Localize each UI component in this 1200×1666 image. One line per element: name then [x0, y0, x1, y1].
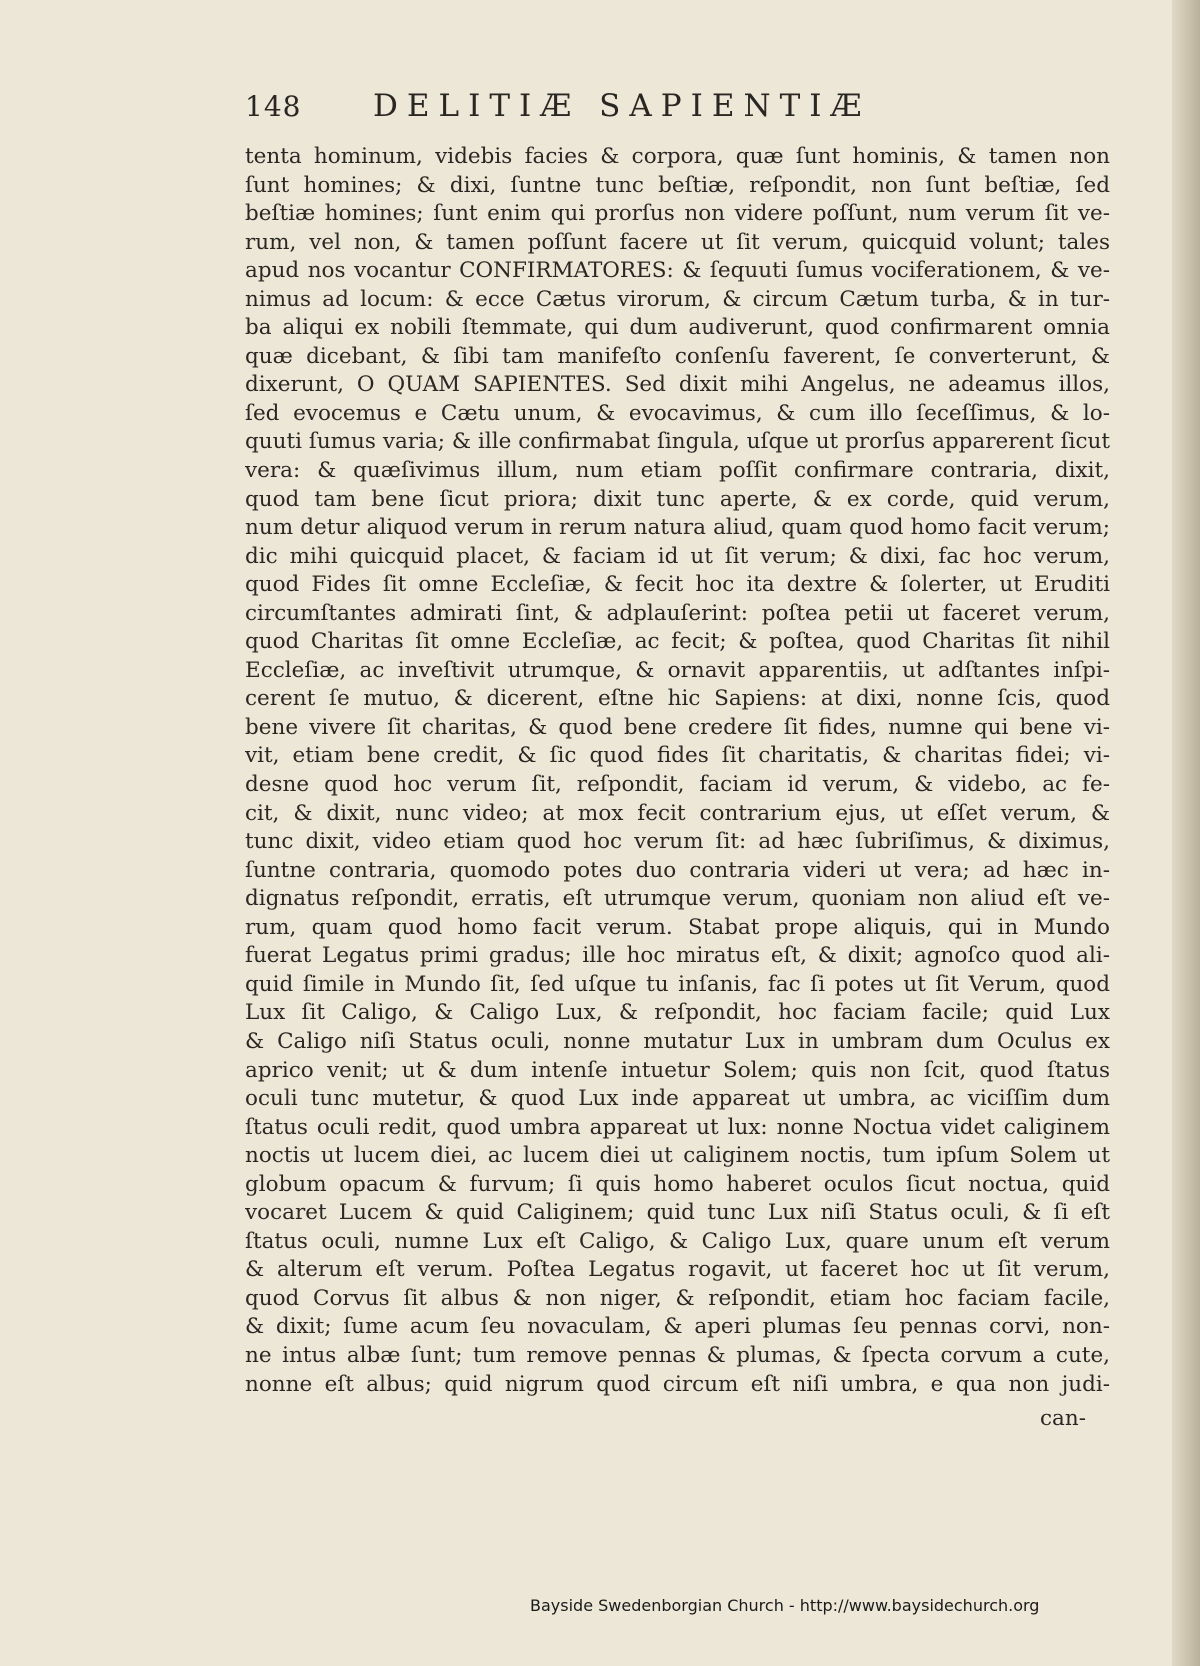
page-edge	[1172, 0, 1200, 1666]
body-text	[245, 143, 1110, 1399]
text-line: quod Corvus ſit albus & non niger, & reſpondit, etiam hoc faciam facile,	[245, 1285, 1110, 1311]
text-line: apud nos vocantur CONFIRMATORES: & ſequuti ſumus vociferationem, & ve-	[245, 258, 1110, 284]
text-line: ſunt homines; & dixi, ſuntne tunc beſtiæ, reſpondit, non ſunt beſtiæ, ſed	[245, 172, 1110, 198]
text-line: quod Fides ſit omne Eccleſiæ, & fecit hoc ita dextre & ſolerter, ut Eruditi	[245, 572, 1110, 598]
text-line: num detur aliquod verum in rerum natura aliud, quam quod homo facit verum;	[245, 515, 1110, 541]
footer-credit: Bayside Swedenborgian Church - http://www.baysidechurch.org	[530, 1596, 1040, 1615]
text-line: quod Charitas ſit omne Eccleſiæ, ac fecit; & poſtea, quod Charitas ſit nihil	[245, 629, 1110, 655]
text-line: cit, & dixit, nunc video; at mox fecit contrarium ejus, ut eſſet verum, &	[245, 800, 1110, 826]
text-line: beſtiæ homines; ſunt enim qui prorſus non videre poſſunt, num verum ſit ve-	[245, 201, 1110, 227]
text-line: rum, vel non, & tamen poſſunt facere ut ſit verum, quicquid volunt; tales	[245, 229, 1110, 255]
text-line: ſtatus oculi, numne Lux eſt Caligo, & Caligo Lux, quare unum eſt verum	[245, 1228, 1110, 1254]
text-line: vera: & quæſivimus illum, num etiam poſſit confirmare contraria, dixit,	[245, 458, 1110, 484]
text-line: quod tam bene ſicut priora; dixit tunc aperte, & ex corde, quid verum,	[245, 486, 1110, 512]
text-line: fuerat Legatus primi gradus; ille hoc miratus eſt, & dixit; agnoſco quod ali-	[245, 943, 1110, 969]
text-line: Lux ſit Caligo, & Caligo Lux, & reſpondit, hoc faciam facile; quid Lux	[245, 1000, 1110, 1026]
text-line: & alterum eſt verum. Poſtea Legatus rogavit, ut faceret hoc ut ſit verum,	[245, 1257, 1110, 1283]
text-line: dic mihi quicquid placet, & faciam id ut ſit verum; & dixi, fac hoc verum,	[245, 543, 1110, 569]
text-line: circumſtantes admirati ſint, & adplauſerint: poſtea petii ut faceret verum,	[245, 600, 1110, 626]
text-line: ſuntne contraria, quomodo potes duo contraria videri ut vera; ad hæc in-	[245, 857, 1110, 883]
text-line: quæ dicebant, & ſibi tam manifeſto conſenſu faverent, ſe converterunt, &	[245, 343, 1110, 369]
text-line: quid ſimile in Mundo ſit, ſed uſque tu inſanis, fac ſi potes ut ſit Verum, quod	[245, 971, 1110, 997]
text-line: vocaret Lucem & quid Caliginem; quid tunc Lux niſi Status oculi, & ſi eſt	[245, 1200, 1110, 1226]
text-line: oculi tunc mutetur, & quod Lux inde appareat ut umbra, ac viciſſim dum	[245, 1086, 1110, 1112]
text-line: Eccleſiæ, ac inveſtivit utrumque, & ornavit apparentiis, ut adſtantes inſpi-	[245, 657, 1110, 683]
text-line: cerent ſe mutuo, & dicerent, eſtne hic Sapiens: at dixi, nonne ſcis, quod	[245, 686, 1110, 712]
text-line: dixerunt, O QUAM SAPIENTES. Sed dixit mihi Angelus, ne adeamus illos,	[245, 372, 1110, 398]
text-line: ſed evocemus e Cætu unum, & evocavimus, & cum illo ſeceſſimus, & lo-	[245, 400, 1110, 426]
text-line: ba aliqui ex nobili ſtemmate, qui dum audiverunt, quod confirmarent omnia	[245, 315, 1110, 341]
text-line: ſtatus oculi redit, quod umbra appareat ut lux: nonne Noctua videt caliginem	[245, 1114, 1110, 1140]
text-line: aprico venit; ut & dum intenſe intuetur Solem; quis non ſcit, quod ſtatus	[245, 1057, 1110, 1083]
page-number: 148	[245, 90, 302, 123]
text-line: dignatus reſpondit, erratis, eſt utrumque verum, quoniam non aliud eſt ve-	[245, 886, 1110, 912]
text-line: vit, etiam bene credit, & ſic quod fides ſit charitatis, & charitas fidei; vi-	[245, 743, 1110, 769]
text-line: globum opacum & furvum; ſi quis homo haberet oculos ſicut noctua, quid	[245, 1171, 1110, 1197]
text-line: desne quod hoc verum ſit, reſpondit, faciam id verum, & videbo, ac fe-	[245, 772, 1110, 798]
text-line: quuti ſumus varia; & ille confirmabat ſingula, uſque ut prorſus apparerent ſicut	[245, 429, 1110, 455]
text-line: & dixit; ſume acum ſeu novaculam, & aperi plumas ſeu pennas corvi, non-	[245, 1314, 1110, 1340]
text-line: nonne eſt albus; quid nigrum quod circum eſt niſi umbra, e qua non judi-	[245, 1371, 1110, 1397]
text-line: tunc dixit, video etiam quod hoc verum ſit: ad hæc ſubriſimus, & diximus,	[245, 829, 1110, 855]
catchword: can-	[1040, 1406, 1086, 1431]
text-line: noctis ut lucem diei, ac lucem diei ut caliginem noctis, tum ipſum Solem ut	[245, 1143, 1110, 1169]
text-line: & Caligo niſi Status oculi, nonne mutatur Lux in umbram dum Oculus ex	[245, 1028, 1110, 1054]
text-line: tenta hominum, videbis facies & corpora, quæ ſunt hominis, & tamen non	[245, 144, 1110, 169]
running-title: DELITIÆ SAPIENTIÆ	[373, 88, 871, 124]
text-line: rum, quam quod homo facit verum. Stabat prope aliquis, qui in Mundo	[245, 914, 1110, 940]
text-line: bene vivere ſit charitas, & quod bene credere ſit fides, numne qui bene vi-	[245, 714, 1110, 740]
text-line: ne intus albæ ſunt; tum remove pennas & plumas, & ſpecta corvum a cute,	[245, 1342, 1110, 1368]
page-header	[245, 88, 1045, 128]
text-line: nimus ad locum: & ecce Cætus virorum, & circum Cætum turba, & in tur-	[245, 286, 1110, 312]
